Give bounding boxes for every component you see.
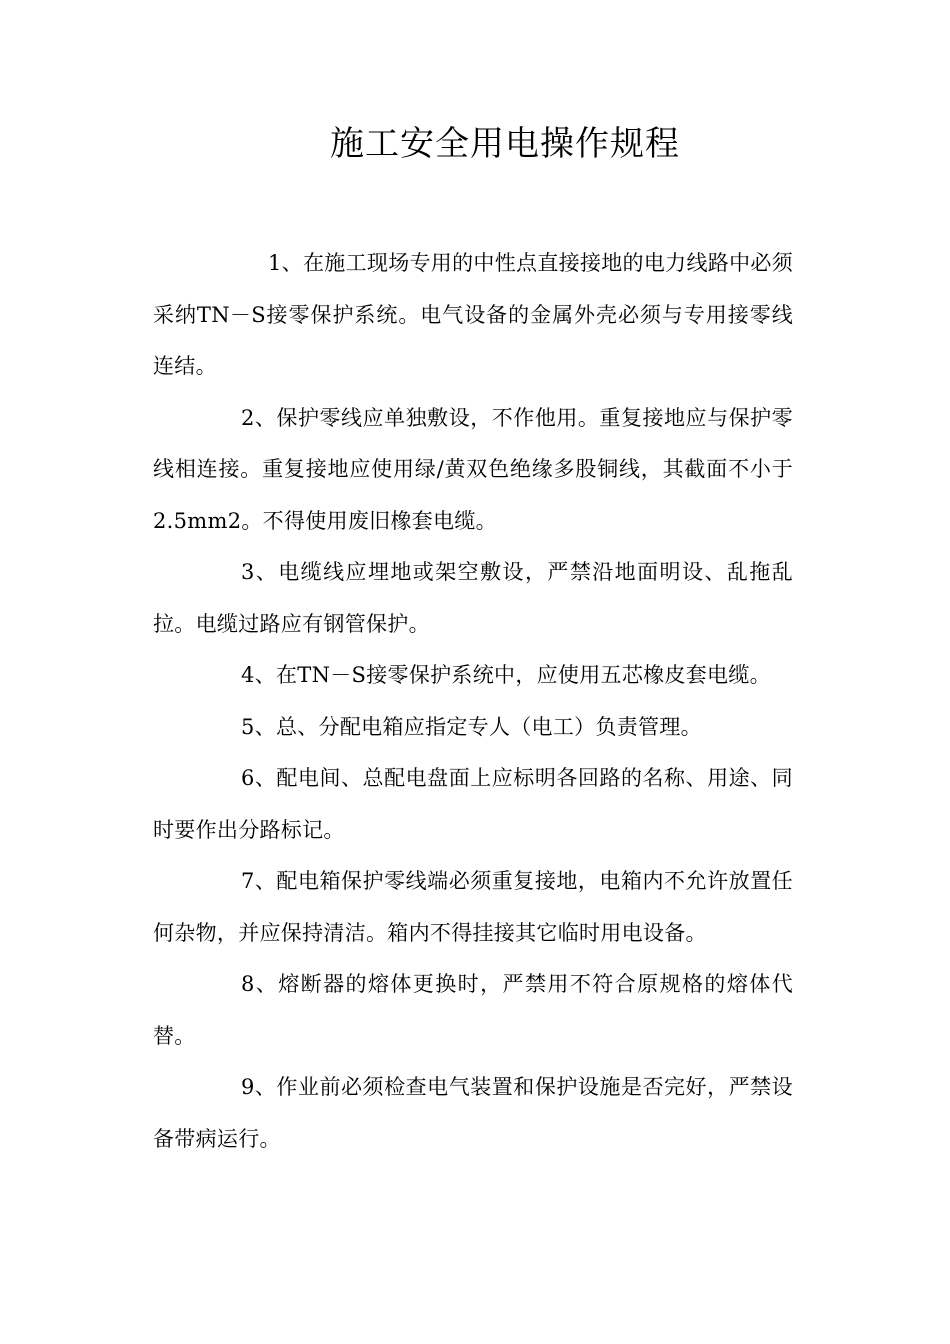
document-body — [153, 238, 793, 1165]
paragraph-2: 2、保护零线应单独敷设，不作他用。重复接地应与保护零线相连接。重复接地应使用绿/黄双色绝缘多股铜线，其截面不小于2.5mm2。不得使用废旧橡套电缆。 — [153, 405, 793, 533]
document-title: 施工安全用电操作规程 — [330, 124, 680, 164]
paragraph-9: 9、作业前必须检查电气装置和保护设施是否完好，严禁设备带病运行。 — [153, 1075, 793, 1151]
paragraph-8: 8、熔断器的熔体更换时，严禁用不符合原规格的熔体代替。 — [153, 972, 793, 1048]
paragraph-4: 4、在TN－S接零保护系统中，应使用五芯橡皮套电缆。 — [241, 663, 771, 687]
paragraph-5: 5、总、分配电箱应指定专人（电工）负责管理。 — [241, 714, 702, 739]
paragraph-7: 7、配电箱保护零线端必须重复接地，电箱内不允许放置任何杂物，并应保持清洁。箱内不得挂接其它临时用电设备。 — [153, 869, 793, 945]
paragraph-3: 3、电缆线应埋地或架空敷设，严禁沿地面明设、乱拖乱拉。电缆过路应有钢管保护。 — [153, 560, 793, 636]
paragraph-6: 6、配电间、总配电盘面上应标明各回路的名称、用途、同时要作出分路标记。 — [153, 766, 793, 842]
paragraph-1: 1、在施工现场专用的中性点直接接地的电力线路中必须采纳TN－S接零保护系统。电气设备的金属外壳必须与专用接零线连结。 — [153, 251, 793, 378]
